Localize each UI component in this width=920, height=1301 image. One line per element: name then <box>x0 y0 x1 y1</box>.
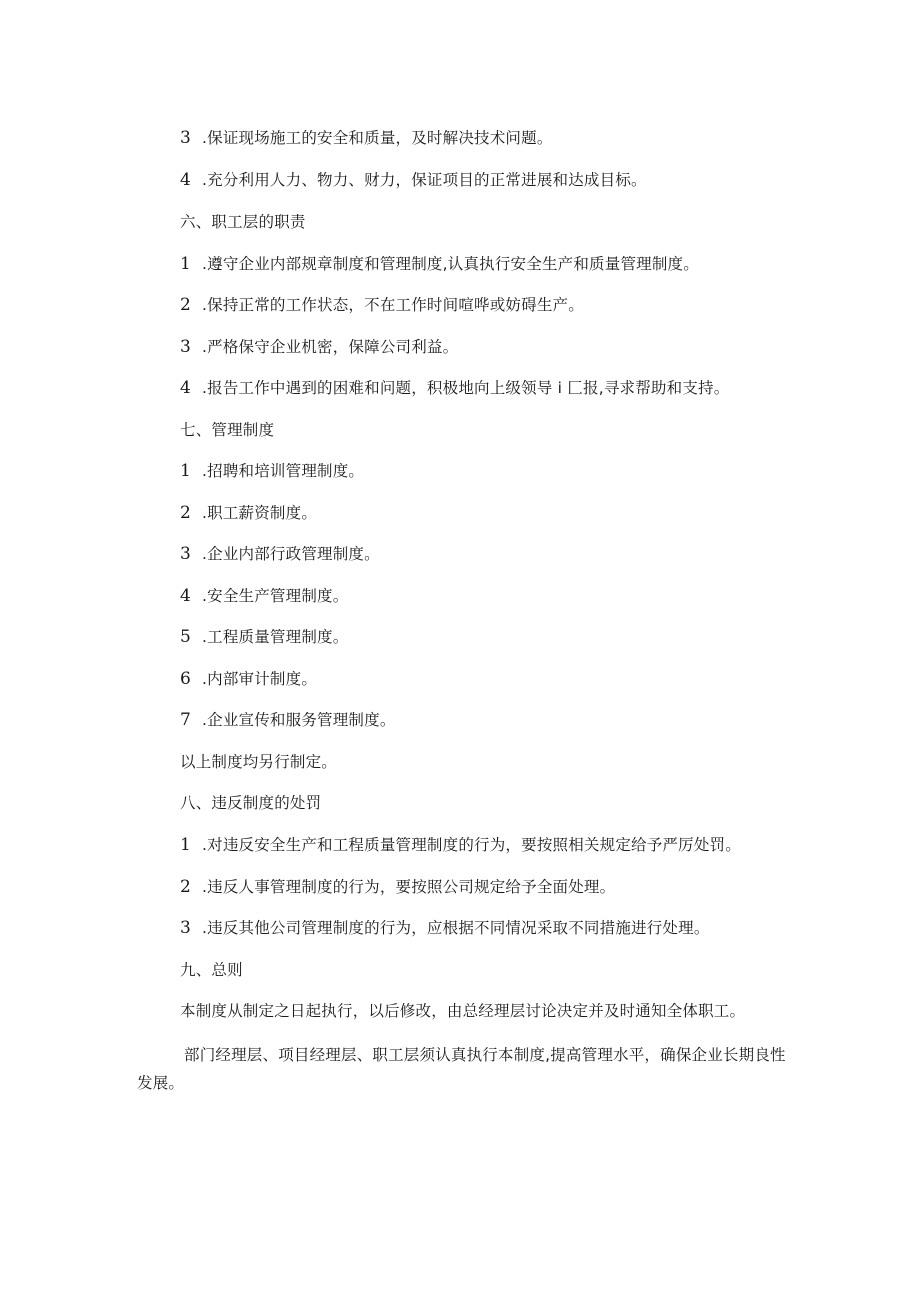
list-item <box>180 337 458 357</box>
item-number: 2 <box>180 503 192 523</box>
list-item <box>180 669 317 689</box>
item-number: 7 <box>180 710 192 730</box>
item-number: 4 <box>180 378 192 398</box>
item-number: 1 <box>180 835 192 855</box>
item-number: 2 <box>180 295 192 315</box>
item-number: 3 <box>180 544 192 564</box>
item-text: .充分利用人力、物力、财力，保证项目的正常进展和达成目标。 <box>202 171 647 189</box>
section-heading: 七、管理制度 <box>180 421 275 439</box>
item-text: .保证现场施工的安全和质量，及时解决技术问题。 <box>202 129 553 147</box>
item-text: .企业内部行政管理制度。 <box>202 545 380 563</box>
list-item <box>180 627 348 647</box>
item-number: 3 <box>180 918 192 938</box>
body-text: 本制度从制定之日起执行，以后修改，由总经理层讨论决定并及时通知全体职工。 <box>180 1002 746 1020</box>
item-number: 1 <box>180 254 192 274</box>
section-heading: 八、违反制度的处罚 <box>180 794 322 812</box>
item-number: 4 <box>180 170 192 190</box>
list-item <box>180 544 380 564</box>
item-text: .内部审计制度。 <box>202 670 318 688</box>
item-text: .违反其他公司管理制度的行为，应根据不同情况采取不同措施进行处理。 <box>202 919 710 937</box>
item-text: .工程质量管理制度。 <box>202 628 349 646</box>
list-item <box>180 877 615 897</box>
list-item <box>180 378 729 398</box>
list-item <box>180 254 699 274</box>
item-number: 2 <box>180 877 192 897</box>
item-text: .保持正常的工作状态，不在工作时间喧哗或妨碍生产。 <box>202 296 584 314</box>
closing-paragraph: 部门经理层、项目经理层、职工层须认真执行本制度,提高管理水平，确保企业长期良性发展。 <box>137 1046 786 1092</box>
list-item <box>180 170 647 190</box>
body-text: 以上制度均另行制定。 <box>180 753 338 771</box>
item-text: .违反人事管理制度的行为，要按照公司规定给予全面处理。 <box>202 878 616 896</box>
list-item <box>180 918 710 938</box>
item-number: 3 <box>180 337 192 357</box>
item-text: .报告工作中遇到的困难和问题，积极地向上级领导 i 匚报,寻求帮助和支持。 <box>202 379 730 397</box>
item-text: .企业宣传和服务管理制度。 <box>202 711 396 729</box>
item-text: .对违反安全生产和工程质量管理制度的行为，要按照相关规定给予严厉处罚。 <box>202 836 741 854</box>
item-text: .安全生产管理制度。 <box>202 587 349 605</box>
item-number: 3 <box>180 128 192 148</box>
item-number: 4 <box>180 586 192 606</box>
list-item <box>180 295 584 315</box>
list-item <box>180 710 396 730</box>
list-item <box>180 461 364 481</box>
list-item <box>180 503 317 523</box>
item-number: 5 <box>180 627 192 647</box>
item-text: .招聘和培训管理制度。 <box>202 462 365 480</box>
item-number: 1 <box>180 461 192 481</box>
section-heading: 九、总则 <box>180 961 243 979</box>
item-text: .职工薪资制度。 <box>202 504 318 522</box>
item-number: 6 <box>180 669 192 689</box>
section-heading: 六、职工层的职责 <box>180 213 306 231</box>
list-item <box>180 128 553 148</box>
list-item <box>180 835 741 855</box>
item-text: .严格保守企业机密，保障公司利益。 <box>202 338 459 356</box>
item-text: .遵守企业内部规章制度和管理制度,认真执行安全生产和质量管理制度。 <box>202 255 699 273</box>
list-item <box>180 586 348 606</box>
